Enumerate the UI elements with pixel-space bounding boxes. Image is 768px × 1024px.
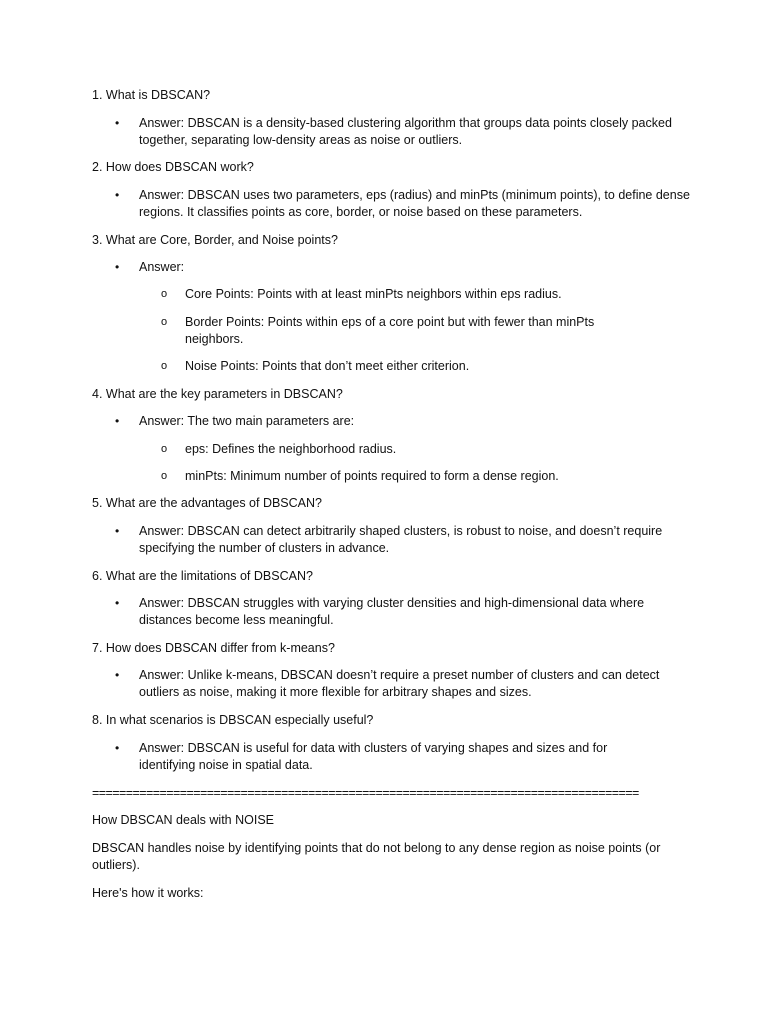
answer-2: Answer: DBSCAN uses two parameters, eps (radius) and minPts (minimum points), to define dense regions. It classifies points as core, border, or noise based on these parameters. bbox=[139, 188, 690, 219]
question-1: 1. What is DBSCAN? bbox=[92, 88, 211, 102]
answer-3-item-border: Border Points: Points within eps of a core point but with fewer than minPts neighbors. bbox=[185, 315, 595, 346]
question-6: 6. What are the limitations of DBSCAN? bbox=[92, 569, 313, 583]
noise-section-lead: Here's how it works: bbox=[92, 886, 204, 900]
sub-bullet-icon: o bbox=[161, 470, 168, 482]
answer-4: Answer: The two main parameters are: bbox=[139, 414, 355, 428]
bullet-icon: • bbox=[115, 524, 120, 538]
answer-7: Answer: Unlike k-means, DBSCAN doesn’t require a preset number of clusters and can detect outliers as noise, making it more flexible for arbitrary shapes and sizes. bbox=[139, 668, 660, 699]
question-5: 5. What are the advantages of DBSCAN? bbox=[92, 496, 322, 510]
bullet-icon: • bbox=[115, 116, 120, 130]
bullet-icon: • bbox=[115, 414, 120, 428]
answer-4-item-minpts: minPts: Minimum number of points required to form a dense region. bbox=[185, 469, 559, 483]
question-7: 7. How does DBSCAN differ from k-means? bbox=[92, 641, 335, 655]
bullet-icon: • bbox=[115, 668, 120, 682]
question-4: 4. What are the key parameters in DBSCAN? bbox=[92, 387, 343, 401]
bullet-icon: • bbox=[115, 741, 120, 755]
answer-4-item-eps: eps: Defines the neighborhood radius. bbox=[185, 442, 397, 456]
question-2: 2. How does DBSCAN work? bbox=[92, 160, 254, 174]
sub-bullet-icon: o bbox=[161, 316, 168, 328]
bullet-icon: • bbox=[115, 596, 120, 610]
noise-section-intro: DBSCAN handles noise by identifying points that do not belong to any dense region as noise points (or outliers). bbox=[92, 841, 661, 872]
noise-section-heading: How DBSCAN deals with NOISE bbox=[92, 813, 275, 827]
question-8: 8. In what scenarios is DBSCAN especially useful? bbox=[92, 713, 374, 727]
answer-6: Answer: DBSCAN struggles with varying cluster densities and high-dimensional data where distances become less meaningful. bbox=[139, 596, 645, 627]
answer-3: Answer: bbox=[139, 260, 185, 274]
answer-1: Answer: DBSCAN is a density-based clustering algorithm that groups data points closely packed together, separating low-density areas as noise or outliers. bbox=[139, 116, 672, 147]
sub-bullet-icon: o bbox=[161, 360, 168, 372]
answer-3-item-noise: Noise Points: Points that don’t meet either criterion. bbox=[185, 359, 470, 373]
answer-3-item-core: Core Points: Points with at least minPts neighbors within eps radius. bbox=[185, 287, 562, 301]
answer-8: Answer: DBSCAN is useful for data with clusters of varying shapes and sizes and for identifying noise in spatial data. bbox=[139, 741, 608, 772]
bullet-icon: • bbox=[115, 188, 120, 202]
answer-5: Answer: DBSCAN can detect arbitrarily shaped clusters, is robust to noise, and doesn’t require specifying the number of clusters in advance. bbox=[139, 524, 663, 555]
bullet-icon: • bbox=[115, 260, 120, 274]
section-divider: ================================================================================= bbox=[92, 786, 639, 800]
sub-bullet-icon: o bbox=[161, 443, 168, 455]
question-3: 3. What are Core, Border, and Noise points? bbox=[92, 233, 338, 247]
sub-bullet-icon: o bbox=[161, 288, 168, 300]
